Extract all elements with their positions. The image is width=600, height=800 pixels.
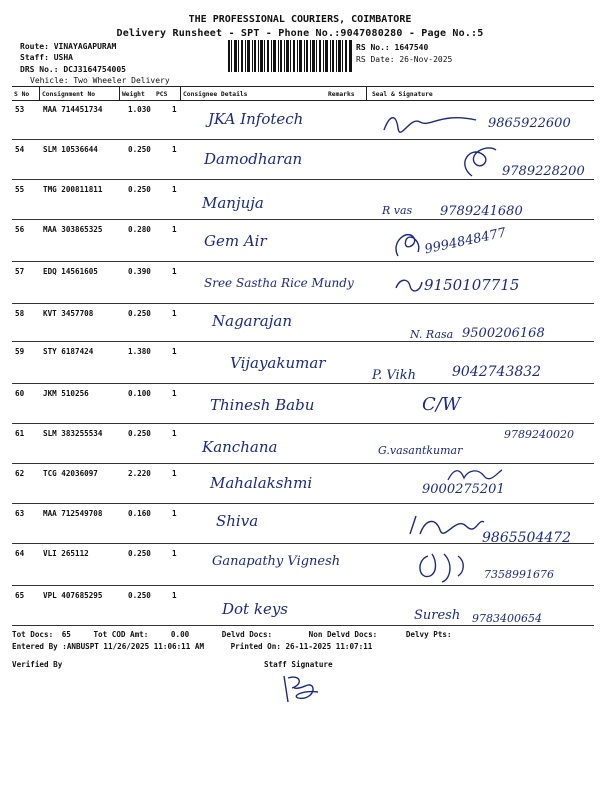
delvy-pts-label: Delvy Pts:	[405, 630, 452, 639]
row-consignment: VLI 265112	[43, 549, 89, 558]
row-pcs: 1	[172, 225, 177, 234]
col-weight: Weight	[122, 91, 145, 98]
row-sno: 57	[15, 267, 25, 276]
signature-mark	[414, 550, 474, 584]
table-row	[12, 262, 594, 304]
row-pcs: 1	[172, 591, 177, 600]
row-sno: 56	[15, 225, 25, 234]
barcode-image	[228, 40, 352, 72]
phone-number: 9000275201	[422, 482, 505, 497]
route-value: VINAYAGAPURAM	[53, 42, 117, 51]
row-rule	[12, 625, 594, 626]
row-consignment: EDQ 14561605	[43, 267, 98, 276]
col-consignee: Consignee Details	[183, 91, 248, 98]
consignee-name: Ganapathy Vignesh	[212, 554, 341, 569]
consignee-name: Shiva	[216, 512, 259, 530]
delvd-docs-label: Delvd Docs:	[221, 630, 273, 639]
phone-number: 7358991676	[484, 568, 554, 581]
printed-on: Printed On: 26-11-2025 11:07:11	[230, 642, 373, 651]
consignee-name: Nagarajan	[212, 312, 292, 330]
row-weight: 0.250	[128, 429, 151, 438]
signature-mark	[388, 226, 424, 260]
phone-number: 9789228200	[502, 164, 585, 179]
row-consignment: MAA 714451734	[43, 105, 103, 114]
row-sno: 65	[15, 591, 25, 600]
row-pcs: 1	[172, 105, 177, 114]
drs-line	[20, 65, 126, 74]
table-top-rule	[12, 86, 594, 87]
row-sno: 64	[15, 549, 25, 558]
col-sno: S No	[14, 91, 30, 98]
receiver-remark: G.vasantkumar	[378, 444, 463, 457]
consignee-name: Dot keys	[222, 600, 288, 618]
row-sno: 58	[15, 309, 25, 318]
consignee-name: Gem Air	[204, 232, 267, 250]
rs-no-value: 1647540	[394, 43, 429, 52]
rs-date-value: 26-Nov-2025	[399, 55, 453, 64]
row-consignment: SLM 383255534	[43, 429, 103, 438]
row-pcs: 1	[172, 429, 177, 438]
drs-label: DRS No.:	[20, 65, 59, 74]
staff-value: USHA	[53, 53, 73, 62]
consignee-name: Sree Sastha Rice Mundy	[204, 276, 354, 290]
col-consignment: Consignment No	[42, 91, 96, 98]
table-row	[12, 464, 594, 504]
drs-value: DCJ3164754005	[63, 65, 126, 74]
consignee-name: JKA Infotech	[208, 110, 304, 128]
column-divider	[366, 86, 367, 100]
column-divider	[180, 86, 181, 100]
staff-line	[20, 53, 73, 62]
row-pcs: 1	[172, 309, 177, 318]
row-consignment: JKM 510256	[43, 389, 89, 398]
phone-number: 9500206168	[462, 326, 545, 341]
table-row	[12, 342, 594, 384]
col-seal-signature: Seal & Signature	[372, 91, 433, 98]
signature-mark	[394, 276, 424, 296]
row-weight: 1.030	[128, 105, 151, 114]
row-sno: 54	[15, 145, 25, 154]
consignee-name: Kanchana	[202, 438, 278, 456]
non-delvd-docs-label: Non Delvd Docs:	[308, 630, 378, 639]
signature-mark	[380, 108, 480, 134]
vehicle-label: Vehicle:	[30, 76, 69, 85]
staff-signature-label: Staff Signature	[264, 660, 333, 669]
receiver-remark: P. Vikh	[372, 368, 416, 383]
phone-number: 9789241680	[440, 204, 523, 219]
staff-signature-mark	[278, 672, 322, 704]
row-weight: 1.380	[128, 347, 151, 356]
phone-number: 9865504472	[482, 530, 572, 546]
row-pcs: 1	[172, 347, 177, 356]
row-pcs: 1	[172, 509, 177, 518]
table-row	[12, 180, 594, 220]
row-weight: 0.250	[128, 145, 151, 154]
row-sno: 62	[15, 469, 25, 478]
rs-no-label: RS No.:	[356, 43, 390, 52]
verified-by-label: Verified By	[12, 660, 63, 669]
table-row	[12, 220, 594, 262]
phone-number: 9865922600	[488, 116, 571, 131]
vehicle-value: Two Wheeler Delivery	[73, 76, 170, 85]
entry-line	[12, 642, 372, 651]
row-pcs: 1	[172, 389, 177, 398]
consignee-name: Mahalakshmi	[210, 474, 313, 492]
tot-cod-label: Tot COD Amt:	[93, 630, 149, 639]
consignee-name: Damodharan	[204, 150, 303, 168]
row-consignment: MAA 303865325	[43, 225, 103, 234]
row-sno: 60	[15, 389, 25, 398]
col-remarks: Remarks	[328, 91, 355, 98]
table-row	[12, 504, 594, 544]
entered-by: Entered By :ANBUSPT 11/26/2025 11:06:11 AM	[12, 642, 205, 651]
company-title: THE PROFESSIONAL COURIERS, COIMBATORE	[188, 14, 412, 25]
tot-docs-label: Tot Docs:	[12, 630, 54, 639]
rs-no-line	[356, 43, 428, 52]
table-row	[12, 544, 594, 586]
phone-number: 9789240020	[504, 428, 574, 441]
consignee-name: Manjuja	[202, 194, 264, 212]
phone-number: 9042743832	[452, 364, 542, 380]
phone-number: 9150107715	[424, 276, 520, 294]
vehicle-line	[30, 76, 170, 85]
signature-mark	[452, 142, 502, 178]
signature-mark	[406, 512, 486, 538]
row-consignment: SLM 10536644	[43, 145, 98, 154]
tot-docs-value: 65	[61, 630, 71, 639]
row-weight: 0.250	[128, 309, 151, 318]
receiver-remark: Suresh	[414, 608, 461, 623]
row-consignment: VPL 407685295	[43, 591, 103, 600]
row-pcs: 1	[172, 469, 177, 478]
rs-date-label: RS Date:	[356, 55, 395, 64]
column-divider	[39, 86, 40, 100]
row-consignment: MAA 712549708	[43, 509, 103, 518]
column-divider	[119, 86, 120, 100]
table-row	[12, 100, 594, 140]
row-consignment: KVT 3457708	[43, 309, 94, 318]
route-label: Route:	[20, 42, 49, 51]
row-weight: 0.250	[128, 591, 151, 600]
receiver-remark: N. Rasa	[410, 328, 454, 341]
table-row	[12, 384, 594, 424]
col-pcs: PCS	[156, 91, 168, 98]
row-weight: 0.250	[128, 185, 151, 194]
table-row	[12, 586, 594, 626]
totals-line	[12, 630, 452, 639]
row-weight: 0.100	[128, 389, 151, 398]
row-weight: 2.220	[128, 469, 151, 478]
row-weight: 0.390	[128, 267, 151, 276]
rs-date-line	[356, 55, 452, 64]
consignee-name: Thinesh Babu	[210, 396, 315, 414]
row-sno: 61	[15, 429, 25, 438]
row-consignment: STY 6187424	[43, 347, 94, 356]
row-weight: 0.250	[128, 549, 151, 558]
row-sno: 55	[15, 185, 25, 194]
route-line	[20, 42, 116, 51]
staff-label: Staff:	[20, 53, 49, 62]
row-sno: 59	[15, 347, 25, 356]
signature-mark	[444, 466, 504, 482]
row-sno: 53	[15, 105, 25, 114]
row-consignment: TCG 42036097	[43, 469, 98, 478]
row-weight: 0.280	[128, 225, 151, 234]
row-pcs: 1	[172, 549, 177, 558]
row-sno: 63	[15, 509, 25, 518]
phone-number: 9994848477	[423, 225, 508, 258]
runsheet-title: Delivery Runsheet - SPT - Phone No.:9047080280 - Page No.:5	[116, 28, 484, 39]
row-pcs: 1	[172, 145, 177, 154]
table-row	[12, 140, 594, 180]
table-row	[12, 304, 594, 342]
tot-cod-value: 0.00	[170, 630, 190, 639]
receiver-remark: C/W	[422, 394, 461, 415]
table-row	[12, 424, 594, 464]
row-consignment: TMG 200811811	[43, 185, 103, 194]
row-weight: 0.160	[128, 509, 151, 518]
row-pcs: 1	[172, 267, 177, 276]
phone-number: 9783400654	[472, 612, 542, 625]
receiver-remark: R vas	[382, 204, 413, 217]
consignee-name: Vijayakumar	[230, 354, 326, 372]
row-pcs: 1	[172, 185, 177, 194]
